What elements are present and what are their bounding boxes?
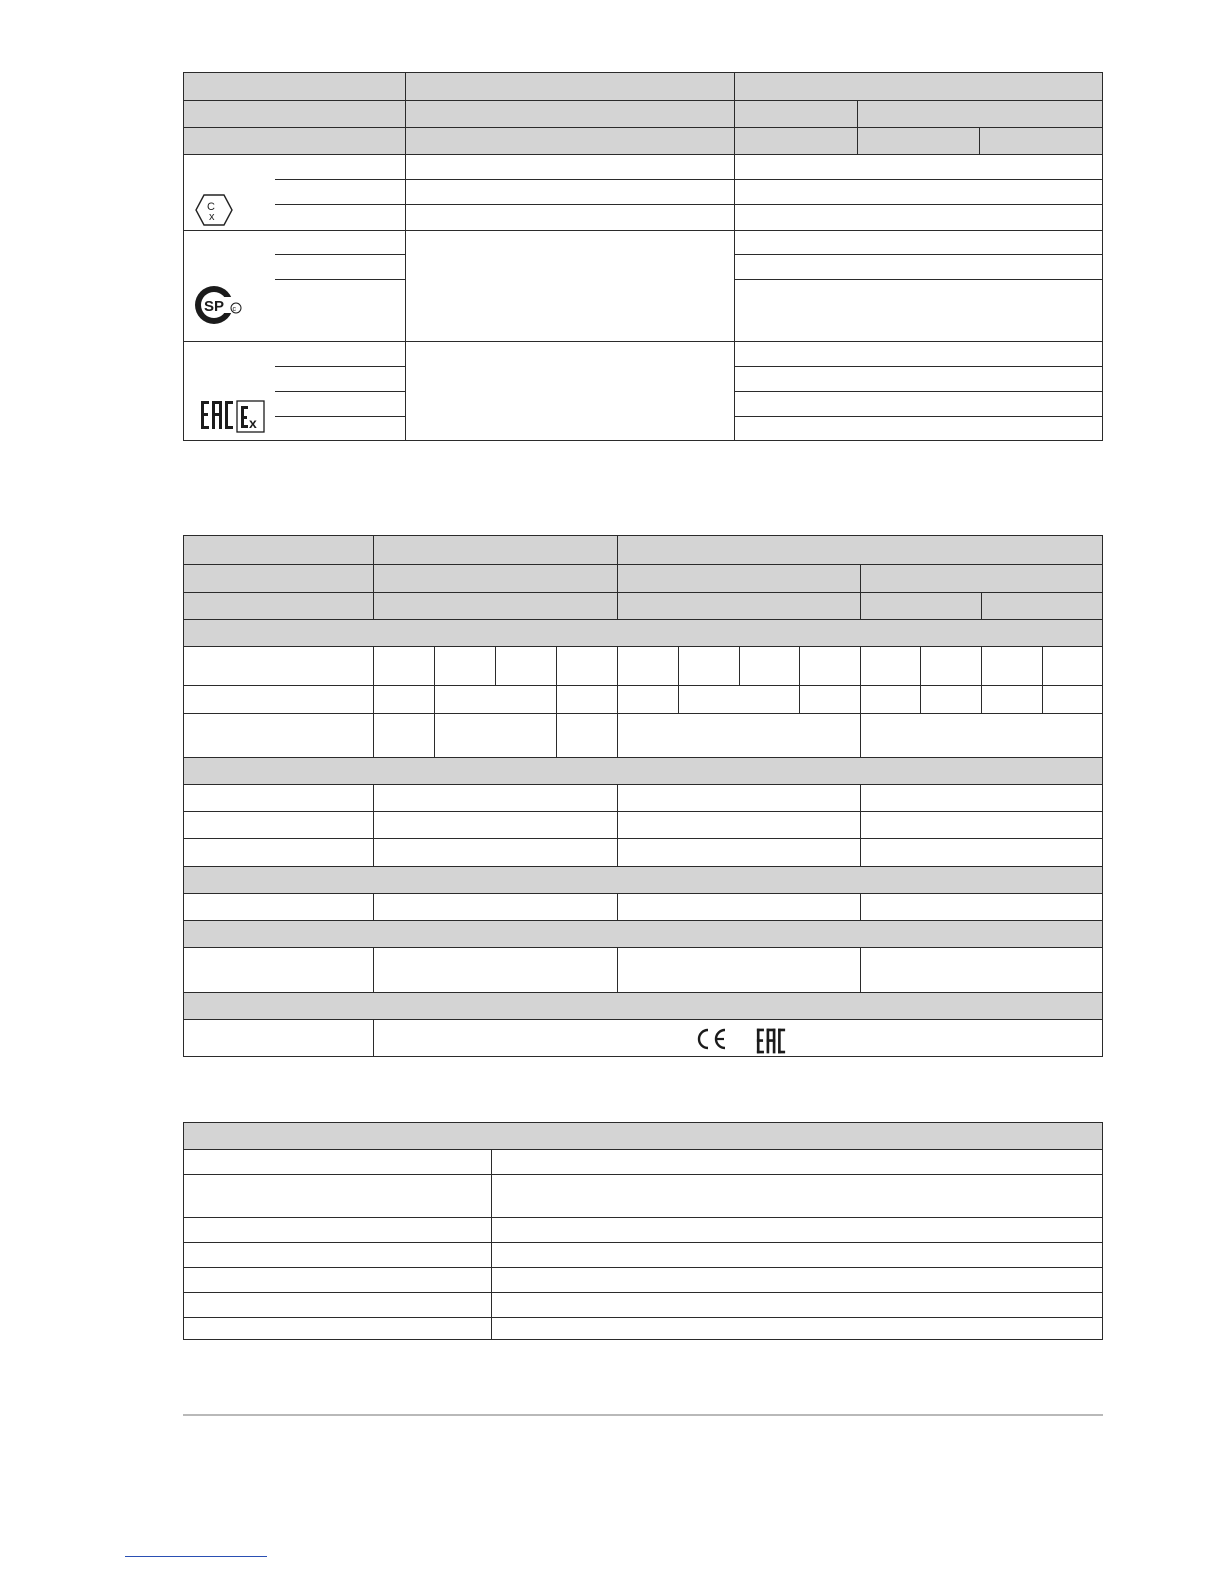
section-band-2 xyxy=(184,757,1102,784)
approvals-table xyxy=(183,72,1103,441)
svg-text:c: c xyxy=(232,306,236,313)
header-row-1 xyxy=(184,73,1102,100)
section-band-5 xyxy=(184,992,1102,1019)
svg-text:C: C xyxy=(207,201,215,213)
section-band-1 xyxy=(184,619,1102,646)
header-row-2 xyxy=(184,100,1102,127)
eac-icon xyxy=(756,1027,786,1055)
details-table xyxy=(183,1122,1103,1340)
svg-text:x: x xyxy=(249,415,257,431)
svg-text:SP: SP xyxy=(204,298,225,315)
specifications-table xyxy=(183,535,1103,1057)
ex-box-icon xyxy=(236,400,266,434)
footer-link-underline[interactable] xyxy=(125,1556,267,1557)
ce-icon xyxy=(694,1027,728,1051)
section-band-3 xyxy=(184,866,1102,893)
csa-icon xyxy=(194,283,246,327)
eac-icon xyxy=(200,400,234,430)
svg-text:x: x xyxy=(209,211,215,223)
header-row xyxy=(184,1123,1102,1149)
header-row-3 xyxy=(184,127,1102,154)
header-row-2 xyxy=(184,564,1102,592)
header-row-3 xyxy=(184,592,1102,619)
section-band-4 xyxy=(184,920,1102,947)
atex-ex-icon xyxy=(194,193,234,227)
footer-rule xyxy=(183,1414,1103,1416)
header-row-1 xyxy=(184,536,1102,564)
